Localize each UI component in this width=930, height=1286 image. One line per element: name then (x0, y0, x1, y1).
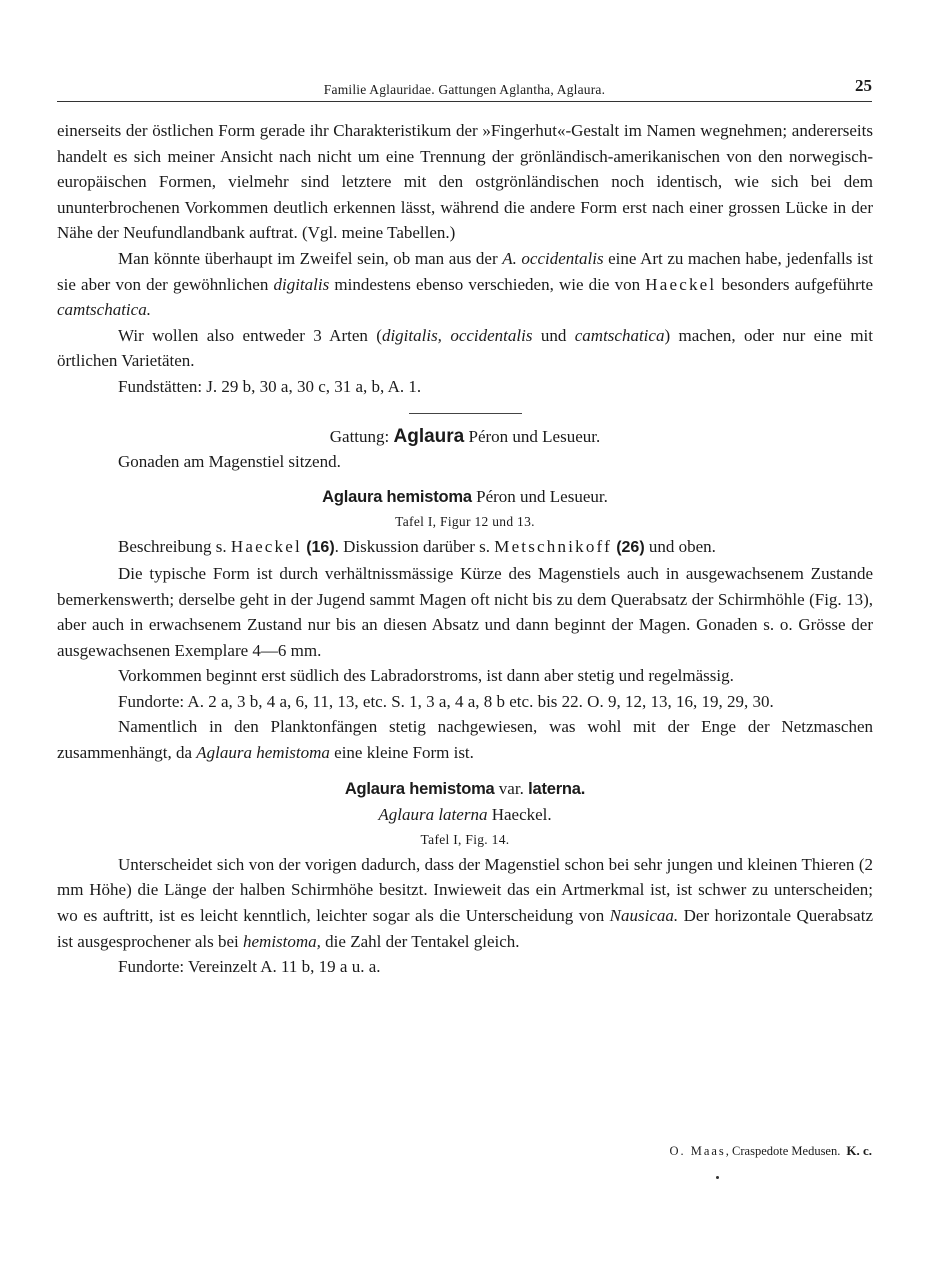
paragraph-text: Fundorte: A. 2 a, 3 b, 4 a, 6, 11, 13, etc. S. 1, 3 a, 4 a, 8 b etc. bis 22. O. 9, 12, 13, 16, 19, 29, 30. (118, 691, 774, 711)
text-run: und (532, 325, 575, 345)
genus-diagnosis (57, 449, 873, 475)
paragraph-fundorte (57, 689, 873, 715)
running-header (57, 76, 872, 102)
text-run: besonders aufgeführte (716, 274, 873, 294)
genus-prefix: Gattung: (329, 426, 394, 446)
paragraph-fundorte-var (57, 954, 873, 980)
paragraph-text: Gonaden am Magenstiel sitzend. (118, 452, 341, 472)
paragraph-text: Fundorte: Vereinzelt A. 11 b, 19 a u. a. (118, 957, 381, 977)
paragraph-text: Vorkommen beginnt erst südlich des Labradorstroms, ist dann aber stetig und regelmässig. (118, 666, 734, 686)
variety-heading (57, 776, 873, 803)
text-run: Beschreibung s. (118, 537, 231, 557)
text-run: eine kleine Form ist. (329, 743, 474, 763)
literature-ref: (16) (306, 539, 335, 557)
species-authors: Péron und Lesueur. (471, 486, 608, 506)
text-run: eine Art zu machen habe, jedenfalls ist sie aber von der gewöhnlichen (57, 248, 873, 294)
running-title: Familie Aglauridae. Gattungen Aglantha, Aglaura. (323, 82, 606, 97)
italic-taxon: hemistoma, (243, 931, 321, 951)
genus-name: Aglaura (393, 425, 465, 447)
text-run: und oben. (644, 537, 716, 557)
synonym-author: Haeckel. (487, 805, 552, 825)
literature-ref: (26) (616, 539, 645, 557)
text-run: Unterscheidet sich von der vorigen dadurch, dass der Magenstiel schon bei sehr jungen und kleinen Thieren (2 mm Höhe) die Länge der halben Schirmhöhe besitzt. Inwieweit das ein Artmerkmal ist, ist schwer zu unterscheiden; wo es auftritt, ist es leicht kenntlich, leichter sogar als die Unterscheidung von (57, 854, 873, 926)
paragraph-text: Die typische Form ist durch verhältnissmässige Kürze des Magenstiels auch in ausgewachsenem Zustande bemerkenswerth; derselbe geht in der Jugend sammt Magen oft nicht bis zu dem Querabsatz der Schirmhöhle (Fig. 13), aber auch in erwachsenem Zustand nur bis an diesen Absatz und dann beginnt der Magen. Gonaden s. o. Grösse der ausgewachsenen Exemplare 4—6 mm. (57, 563, 873, 660)
italic-taxon: Nausicaa. (609, 906, 679, 926)
footer-author: O. Maas (669, 1144, 726, 1158)
italic-taxon: Aglaura hemistoma (196, 743, 330, 763)
page-number: 25 (855, 76, 872, 95)
body-text (57, 118, 873, 980)
species-heading (57, 484, 873, 511)
header-rule (57, 101, 872, 102)
italic-taxon: A. occidentalis (502, 248, 604, 268)
text-run: . Diskussion darüber s. (334, 537, 495, 557)
text-run: Der horizontale Querabsatz ist ausgesprochener als bei (57, 906, 873, 951)
paragraph-unterscheidet (57, 852, 873, 954)
text-run: Namentlich in den Planktonfängen stetig nachgewiesen, was wohl mit der Enge der Netzmaschen zusammenhängt, da (57, 717, 873, 763)
genus-heading (57, 424, 873, 450)
paragraph-beschreibung (57, 534, 873, 561)
variety-synonym (57, 802, 873, 828)
text-run: ) machen, oder nur eine mit örtlichen Varietäten. (57, 325, 873, 371)
paragraph-occidentalis (57, 246, 873, 323)
section-divider (409, 413, 522, 414)
footer-title: , Craspedote Medusen. (725, 1144, 841, 1158)
italic-taxon: camtschatica. (57, 300, 151, 320)
paragraph-species-choice (57, 323, 873, 374)
paragraph-plankton (57, 714, 873, 765)
italic-taxon: digitalis, occidentalis (381, 325, 533, 345)
italic-taxon: digitalis (273, 274, 330, 294)
text-run: Man könnte überhaupt im Zweifel sein, ob man aus der (118, 248, 503, 268)
paragraph-typische-form (57, 561, 873, 663)
italic-taxon: camtschatica (574, 325, 665, 345)
variety-marker: var. (494, 778, 529, 798)
print-speck (716, 1176, 719, 1179)
plate-reference (57, 828, 873, 852)
text-run: die Zahl der Tentakel gleich. (320, 931, 520, 951)
species-name: Aglaura hemistoma (344, 779, 495, 798)
synonym-name: Aglaura laterna (378, 805, 488, 825)
plate-reference (57, 510, 873, 534)
author-name: Metschnikoff (494, 537, 612, 557)
paragraph-fundstaetten (57, 374, 873, 400)
author-name: Haeckel (230, 537, 302, 557)
text-run: Wir wollen also entweder 3 Arten ( (118, 325, 382, 345)
genus-authors: Péron und Lesueur. (464, 426, 601, 446)
paragraph-continuation (57, 118, 873, 246)
paragraph-text: Fundstätten: J. 29 b, 30 a, 30 c, 31 a, b, A. 1. (118, 376, 422, 396)
plate-text: Tafel I, Fig. 14. (420, 831, 510, 847)
species-name: Aglaura hemistoma (322, 487, 472, 506)
page-footer (540, 1143, 872, 1159)
paragraph-vorkommen (57, 663, 873, 689)
variety-name: laterna. (528, 779, 586, 798)
plate-text: Tafel I, Figur 12 und 13. (395, 514, 535, 530)
signature-mark: K. c. (846, 1143, 872, 1158)
text-run: mindestens ebenso verschieden, wie die von (329, 274, 646, 294)
paragraph-text: einerseits der östlichen Form gerade ihr Charakteristikum der »Fingerhut«-Gestalt im Namen wegnehmen; andererseits handelt es sich meiner Ansicht nach nicht um eine Trennung der grönländisch-amerikanischen von den norwegisch-europäischen Formen, vielmehr sind letztere mit den ostgrönländischen noch identisch, wie sich bei dem ununterbrochenen Vorkommen deutlich erkennen lässt, während die andere Form erst nach einer grossen Lücke in der Nähe der Neufundlandbank auftrat. (Vgl. meine Tabellen.) (57, 121, 873, 243)
author-name: Haeckel (645, 274, 717, 294)
